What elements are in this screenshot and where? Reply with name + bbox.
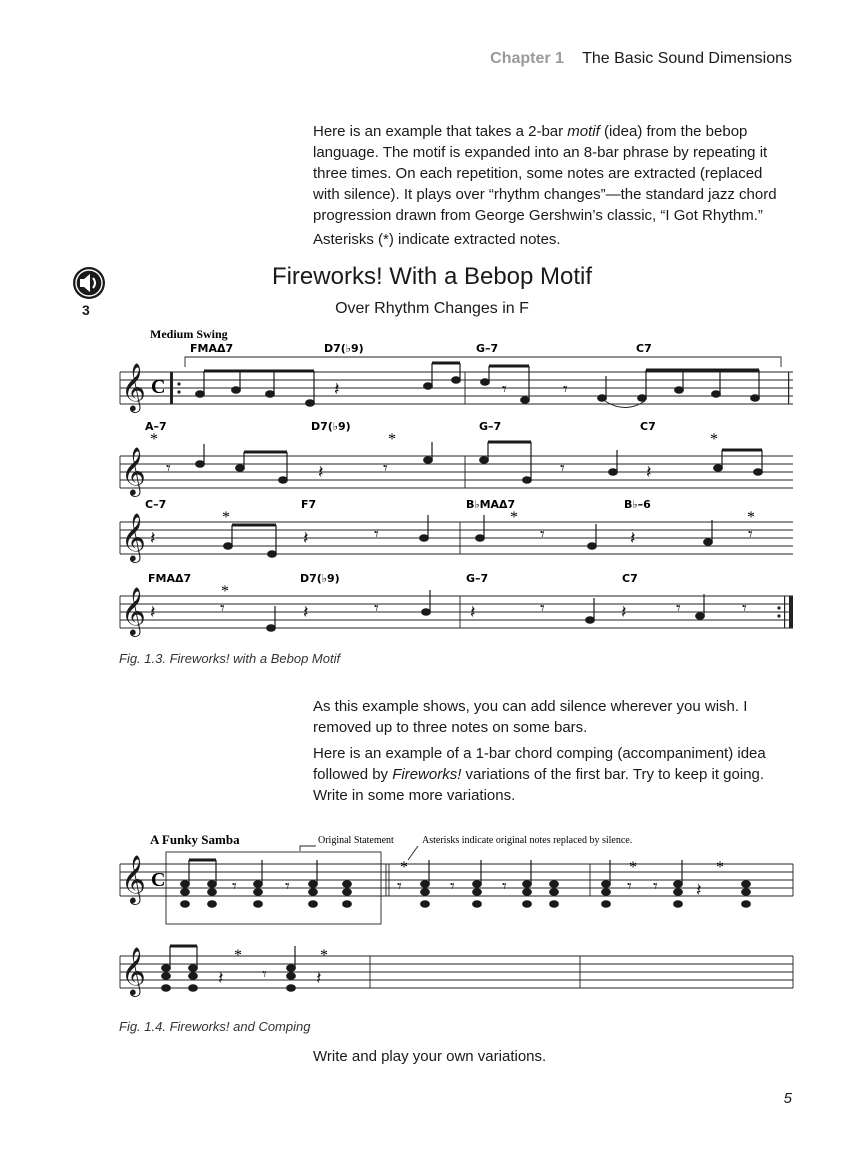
chord-symbol: G–7 [479,420,502,433]
svg-text:𝄾: 𝄾 [560,458,565,478]
common-time: C [151,376,166,398]
svg-text:*: * [320,947,328,964]
svg-text:𝄾: 𝄾 [540,524,545,544]
svg-text:𝄾: 𝄾 [676,598,681,618]
treble-clef: 𝄞 [121,515,146,561]
chord-symbol: B♭–6 [624,498,651,511]
chord-symbol: G–7 [476,342,499,355]
intro-text-a: Here is an example that takes a 2-bar [313,123,568,140]
page-number: 5 [783,1090,792,1107]
treble-clef: 𝄞 [121,949,146,995]
svg-text:*: * [629,859,637,876]
svg-text:*: * [222,509,230,526]
chapter-label: Chapter 1 [490,50,564,67]
piece-subtitle: Over Rhythm Changes in F [335,300,529,317]
middle-text-b: variations of the first bar. Try to keep it going. Write in some more variations. [313,766,765,804]
svg-text:*: * [234,947,242,964]
svg-text:*: * [400,859,408,876]
chord-symbol: FMAΔ7 [148,572,192,585]
svg-text:𝄾: 𝄾 [374,598,379,618]
svg-text:𝄾: 𝄾 [540,598,545,618]
svg-text:𝄾: 𝄾 [502,379,507,399]
svg-text:𝄾: 𝄾 [374,524,379,544]
svg-text:𝄽: 𝄽 [630,528,636,548]
svg-text:*: * [710,431,718,448]
treble-clef: 𝄞 [121,857,146,903]
chord-symbol: B♭MAΔ7 [466,498,516,511]
svg-text:𝄾: 𝄾 [748,524,753,544]
figure-caption: Fig. 1.4. Fireworks! and Comping [119,1019,311,1034]
svg-text:𝄾: 𝄾 [166,458,171,478]
svg-text:𝄾: 𝄾 [563,379,568,399]
svg-text:𝄽: 𝄽 [621,602,627,622]
chord-symbol: FMAΔ7 [190,342,234,355]
svg-text:*: * [388,431,396,448]
svg-text:𝄽: 𝄽 [218,968,224,988]
svg-text:𝄽: 𝄽 [318,462,324,482]
chord-symbol: C7 [622,572,638,585]
intro-text-b: (idea) from the bebop language. The motif is expanded into an 8-bar phrase by repeating it three times. On each repetition, some notes are extracted (replaced with silence). It plays over “rhythm changes”—the standard jazz chord progression drawn from George Gershwin’s classic, “I Got Rhythm.” [313,123,777,224]
svg-text:*: * [221,583,229,600]
svg-text:*: * [716,859,724,876]
treble-clef: 𝄞 [121,365,146,411]
middle-text-a: Here is an example of a 1-bar chord comping (accompaniment) idea followed by [313,745,766,783]
piece-title: Fireworks! With a Bebop Motif [271,263,593,290]
common-time: C [151,869,166,891]
asterisk-note: Asterisks (*) indicate extracted notes. [313,231,561,248]
svg-text:𝄽: 𝄽 [646,462,652,482]
svg-text:𝄽: 𝄽 [696,880,702,900]
asterisk-marks [234,859,724,964]
svg-text:*: * [747,509,755,526]
svg-text:𝄽: 𝄽 [303,602,309,622]
treble-clef: 𝄞 [121,449,146,495]
annotation-asterisks: Asterisks indicate original notes replaced by silence. [422,835,633,846]
middle-paragraph-1: As this example shows, you can add silence wherever you wish. I removed up to three notes on some bars. [313,698,748,736]
svg-text:𝄽: 𝄽 [150,602,156,622]
figure-caption: Fig. 1.3. Fireworks! with a Bebop Motif [119,651,341,666]
svg-text:𝄾: 𝄾 [397,876,402,896]
middle-emphasis: Fireworks! [392,766,462,783]
annotation-original: Original Statement [318,835,394,846]
svg-text:𝄾: 𝄾 [232,876,237,896]
svg-text:𝄽: 𝄽 [150,528,156,548]
chord-symbol: D7(♭9) [300,572,340,585]
svg-text:𝄽: 𝄽 [303,528,309,548]
treble-clef: 𝄞 [121,589,146,635]
svg-text:𝄽: 𝄽 [470,602,476,622]
chord-symbol: D7(♭9) [311,420,351,433]
svg-text:𝄾: 𝄾 [450,876,455,896]
chord-symbol: G–7 [466,572,489,585]
svg-text:𝄽: 𝄽 [334,379,340,399]
intro-emphasis: motif [567,123,600,140]
chord-symbol: C7 [640,420,656,433]
chord-symbol: C7 [636,342,652,355]
svg-text:𝄽: 𝄽 [316,968,322,988]
chord-symbol: F7 [301,498,317,511]
svg-text:𝄾: 𝄾 [262,964,267,984]
svg-text:𝄾: 𝄾 [502,876,507,896]
svg-text:𝄾: 𝄾 [653,876,658,896]
closing-paragraph: Write and play your own variations. [313,1048,547,1065]
svg-text:*: * [150,431,158,448]
chord-symbol: D7(♭9) [324,342,364,355]
svg-text:𝄾: 𝄾 [220,598,225,618]
audio-track-number: 3 [82,302,90,318]
samba-title: A Funky Samba [150,832,240,847]
chord-symbol: C–7 [145,498,167,511]
svg-text:𝄾: 𝄾 [285,876,290,896]
chord-symbol: A–7 [145,420,167,433]
svg-text:*: * [510,509,518,526]
svg-text:𝄾: 𝄾 [742,598,747,618]
tempo-marking: Medium Swing [150,327,228,341]
svg-text:𝄾: 𝄾 [383,458,388,478]
chapter-title: The Basic Sound Dimensions [582,50,792,67]
svg-text:𝄾: 𝄾 [627,876,632,896]
